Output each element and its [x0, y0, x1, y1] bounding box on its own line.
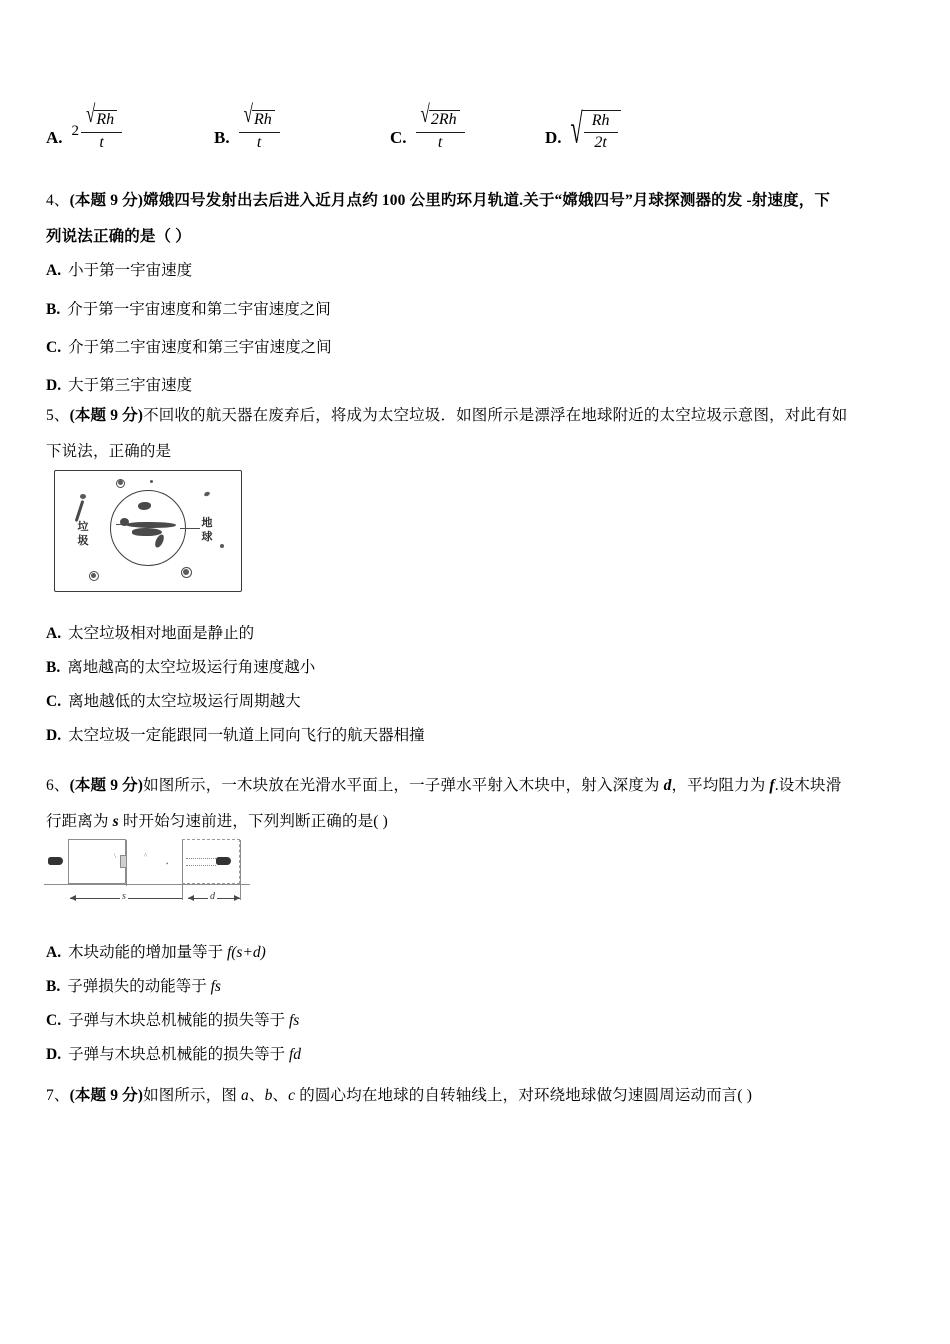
debris-ring: [181, 567, 192, 578]
continent-shape: [132, 528, 162, 536]
formula-c-numerator: [416, 100, 465, 131]
formula-d-denominator: 2t: [594, 133, 607, 151]
question-4-stem-text-1: 嫦娥四号发射出去后进入近月点约 100 公里旳环月轨道.关于“嫦娥四号”月球探测器的发 -射速度，下: [143, 192, 831, 209]
question-7-var-a: a: [241, 1087, 249, 1104]
option-text: 木块动能的增加量等于: [68, 944, 227, 961]
formula-a-denominator: t: [99, 133, 104, 151]
option-text: 太空垃圾一定能跟同一轨道上同向飞行的航天器相撞: [68, 727, 425, 744]
option-label: A.: [46, 944, 62, 961]
question-6-stem-text-1c: .设木块滑: [774, 777, 842, 794]
formula-option-b[interactable]: [214, 92, 280, 154]
ground-line: [44, 884, 250, 885]
pointer-line-left: [116, 524, 130, 525]
question-7-stem-text-b: 的圆心均在地球的自转轴线上，对环绕地球做匀速圆周运动而言( ): [295, 1087, 753, 1104]
option-text: 介于第一宇宙速度和第二宇宙速度之间: [67, 301, 331, 318]
formula-b-expression: [239, 100, 280, 154]
option-text: 大于第三宇宙速度: [68, 377, 193, 394]
formula-d-fraction: [584, 112, 618, 152]
debris-ring: [116, 479, 125, 488]
reference-line-end: [240, 840, 241, 900]
option-label-b: B.: [214, 128, 230, 147]
question-5-option-b[interactable]: [46, 660, 315, 676]
debris-dot: [220, 544, 224, 548]
question-7-stem: [46, 1078, 752, 1114]
formula-c-fraction: [416, 100, 465, 152]
option-text: 离地越高的太空垃圾运行角速度越小: [67, 659, 316, 676]
option-label: A.: [46, 625, 62, 642]
dimension-label-s: s: [122, 891, 126, 902]
question-5-stem-line-1: [46, 398, 847, 434]
formula-c-denominator: t: [437, 133, 443, 151]
formula-b-fraction: [239, 100, 280, 152]
question-4-number: 4、: [46, 192, 70, 209]
formula-option-row: [46, 92, 906, 154]
question-4-stem-line-2: [46, 219, 191, 255]
dimension-arrow-right-d: [234, 895, 240, 901]
formula-option-a[interactable]: [46, 92, 122, 154]
debris-ring: [89, 571, 99, 581]
option-text: 子弹与木块总机械能的损失等于: [68, 1046, 289, 1063]
question-6-option-d[interactable]: [46, 1047, 301, 1063]
formula-d-expression: [570, 104, 621, 154]
question-6-stem-text-1b: ，平均阻力为: [671, 777, 770, 794]
option-label: D.: [46, 377, 62, 394]
question-7-sep-2: 、: [272, 1087, 289, 1104]
question-6-stem-text-2b: 时开始匀速前进，下列判断正确的是( ): [118, 813, 388, 830]
question-5-option-d[interactable]: [46, 728, 425, 744]
question-7-marks: (本题 9 分): [69, 1087, 144, 1104]
formula-b-radicand: Rh: [252, 110, 275, 128]
radical-icon: √ 2Rh: [421, 110, 460, 128]
question-6-option-b[interactable]: [46, 979, 221, 995]
hatch-mark: •: [166, 860, 169, 868]
question-4-option-d[interactable]: [46, 378, 192, 394]
question-4-option-a[interactable]: [46, 263, 192, 279]
dimension-arrow-left-d: [188, 895, 194, 901]
option-label-c: C.: [390, 128, 407, 147]
bullet-path-dotted: [186, 858, 216, 866]
option-formula: f(s+d): [226, 944, 266, 961]
option-label-d: D.: [545, 128, 562, 147]
pointer-line-right: [180, 528, 200, 529]
label-space-junk: 垃圾: [77, 520, 89, 547]
question-6-number: 6、: [46, 777, 70, 794]
question-5-stem-text-2: 下说法，正确的是: [46, 443, 172, 460]
formula-a-radicand: Rh: [94, 110, 117, 128]
option-label: C.: [46, 693, 62, 710]
question-4-option-c[interactable]: [46, 340, 332, 356]
question-6-stem-text-1a: 如图所示，一木块放在光滑水平面上，一子弹水平射入木块中，射入深度为: [143, 777, 664, 794]
option-text: 子弹损失的动能等于: [67, 978, 211, 995]
reference-line-start: [182, 840, 183, 900]
bullet-incoming: [48, 857, 63, 865]
option-formula: fd: [288, 1046, 302, 1063]
option-text: 介于第二宇宙速度和第三宇宙速度之间: [68, 339, 332, 356]
option-label: D.: [46, 1046, 62, 1063]
question-7-var-b: b: [264, 1087, 273, 1104]
question-5-marks: (本题 9 分): [69, 407, 144, 424]
question-6-stem-line-2: [46, 804, 388, 840]
formula-option-c[interactable]: [390, 92, 465, 154]
formula-c-radicand: 2Rh: [429, 110, 460, 128]
option-label: D.: [46, 727, 62, 744]
question-5-option-a[interactable]: [46, 626, 254, 642]
question-6-marks: (本题 9 分): [69, 777, 144, 794]
space-junk-diagram: [54, 470, 240, 590]
formula-a-coefficient: 2: [71, 123, 80, 139]
question-6-option-c[interactable]: [46, 1013, 299, 1029]
question-5-stem-text-1: 不回收的航天器在废弃后，将成为太空垃圾．如图所示是漂浮在地球附近的太空垃圾示意图，对此有如: [143, 407, 848, 424]
formula-b-denominator: t: [256, 133, 262, 151]
option-formula: fs: [288, 1012, 300, 1029]
formula-a-numerator: [81, 100, 122, 131]
question-6-var-f: f: [769, 777, 775, 794]
question-5-stem-line-2: [46, 434, 171, 470]
question-7-sep-1: 、: [248, 1087, 265, 1104]
dimension-arrow-left-s: [70, 895, 76, 901]
question-6-var-d: d: [663, 777, 672, 794]
radical-icon: √ Rh: [244, 110, 275, 128]
hatch-mark: \: [114, 852, 116, 860]
formula-a-expression: [71, 100, 123, 154]
option-text: 太空垃圾相对地面是静止的: [68, 625, 255, 642]
option-label: C.: [46, 339, 62, 356]
question-4-option-b[interactable]: [46, 302, 331, 318]
formula-a-fraction: [81, 100, 122, 152]
option-text: 离地越低的太空垃圾运行周期越大: [68, 693, 301, 710]
formula-c-expression: [416, 100, 465, 154]
question-5-number: 5、: [46, 407, 70, 424]
block-bullet-diagram: [44, 838, 294, 910]
option-label: C.: [46, 1012, 62, 1029]
question-6-stem-line-1: [46, 768, 841, 804]
reference-line-block-right: [126, 840, 127, 886]
question-6-var-s: s: [112, 813, 119, 830]
option-label: B.: [46, 301, 61, 318]
question-6-stem-text-2a: 行距离为: [46, 813, 113, 830]
question-4-stem-text-2: 列说法正确的是（ ）: [46, 228, 191, 245]
option-label: B.: [46, 659, 61, 676]
option-label: B.: [46, 978, 61, 995]
option-text: 子弹与木块总机械能的损失等于: [68, 1012, 289, 1029]
radical-icon: √ Rh: [86, 110, 117, 128]
question-4-marks: (本题 9 分): [69, 192, 144, 209]
option-formula: fs: [210, 978, 221, 995]
wood-block-solid: [68, 839, 126, 884]
question-5-option-c[interactable]: [46, 694, 301, 710]
option-text: 小于第一宇宙速度: [68, 262, 193, 279]
question-7-number: 7、: [46, 1087, 70, 1104]
bullet-embedded: [216, 857, 231, 865]
question-7-var-c: c: [288, 1087, 296, 1104]
dimension-label-d: d: [210, 891, 215, 902]
debris-dot: [80, 494, 86, 499]
formula-b-numerator: [239, 100, 280, 131]
hatch-mark: ^: [144, 852, 148, 860]
formula-d-numerator: Rh: [591, 112, 610, 130]
question-7-stem-text-a: 如图所示，图: [143, 1087, 242, 1104]
question-6-option-a[interactable]: [46, 945, 266, 961]
option-label: A.: [46, 262, 62, 279]
option-label-a: A.: [46, 128, 63, 147]
label-earth: 地球: [201, 516, 213, 543]
formula-option-d[interactable]: [545, 92, 621, 154]
debris-dot: [150, 480, 153, 483]
radical-icon: √ $\frac{Rh}{2t}$: [571, 110, 621, 152]
question-4-stem-line-1: [46, 183, 830, 219]
